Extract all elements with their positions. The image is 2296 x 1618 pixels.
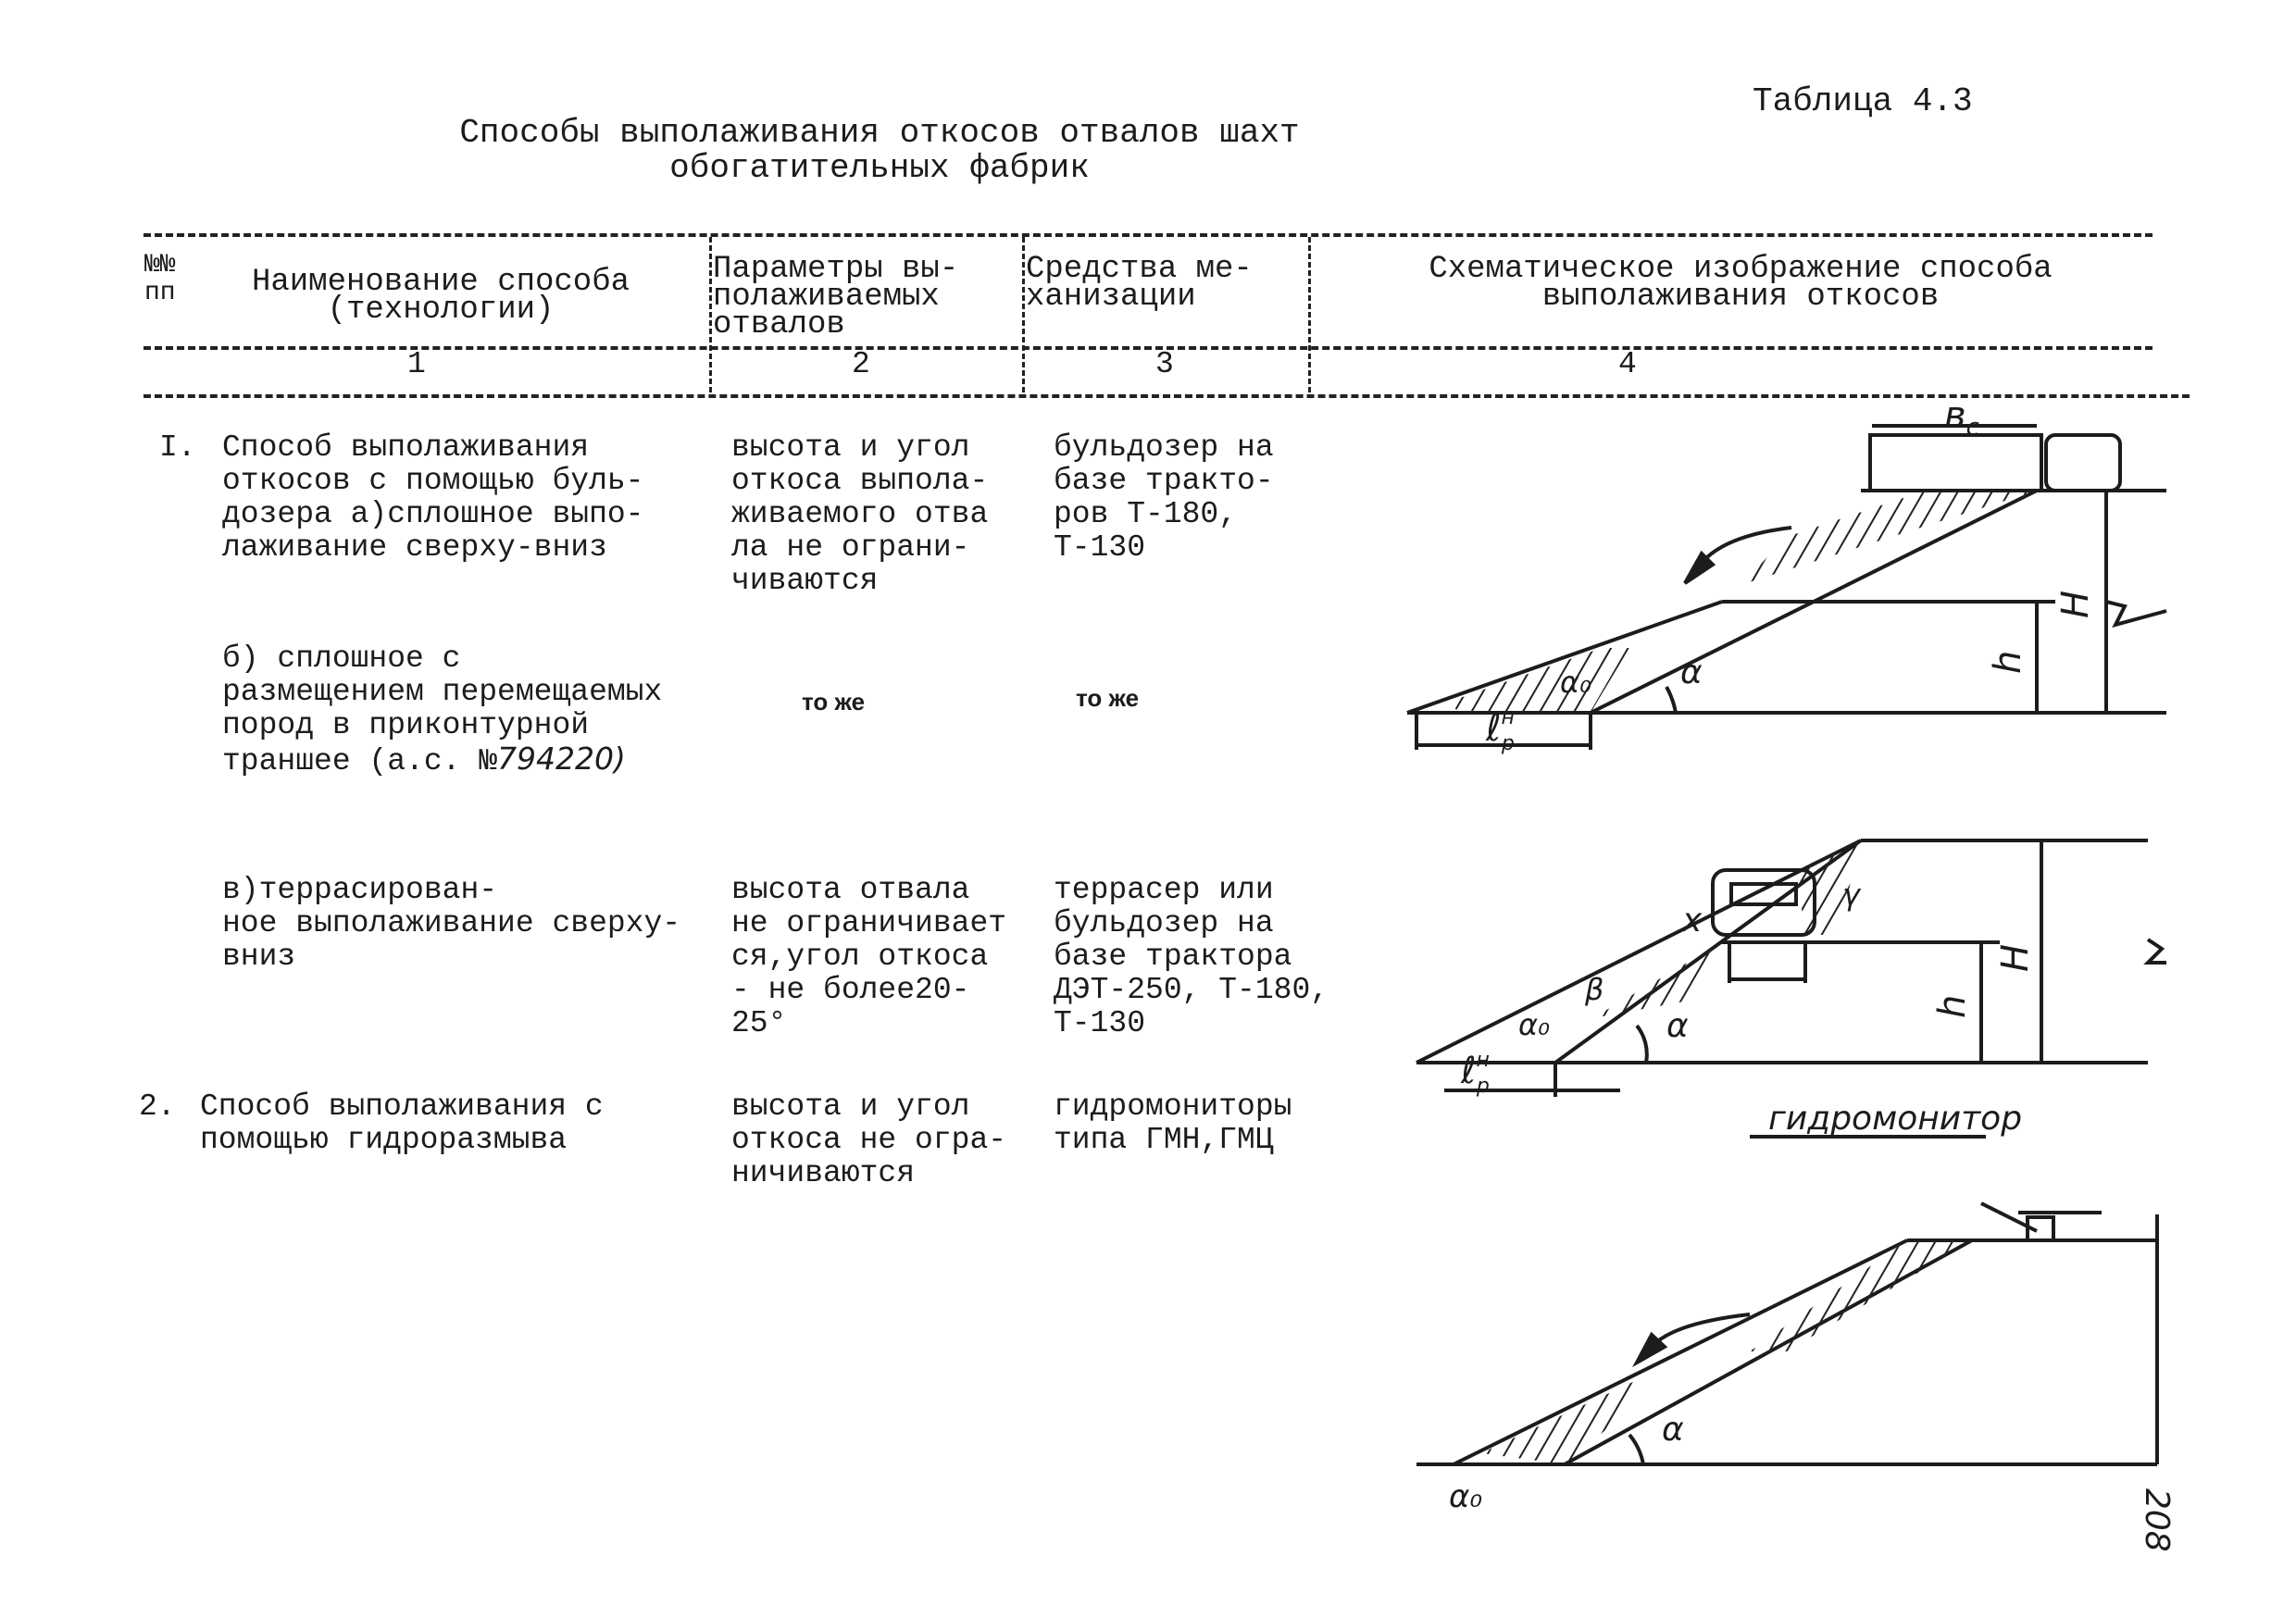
bulldozer-blade: [1870, 435, 2041, 491]
row1b-name-text: б) сплошное с размещением перемещаемых пород в приконтурной траншее (а.с. №: [222, 641, 663, 778]
break-symbol: [2106, 602, 2166, 625]
col-number-3: 3: [1155, 347, 1174, 381]
row1-name: Способ выполаживания откосов с помощью буль- дозера а)сплошное выпо- лаживание сверху-вниз: [222, 430, 644, 565]
row1b-patent-number: 794220): [497, 741, 626, 777]
col-number-2: 2: [852, 347, 870, 381]
row2-mech: гидромониторы типа ГМН,ГМЦ: [1054, 1089, 1292, 1157]
d2-h-label: h: [1931, 994, 1974, 1018]
row1-number: I.: [159, 430, 196, 465]
fill-zone-hatch: [1444, 648, 1629, 713]
d2-alpha-label: α: [1666, 1007, 1689, 1045]
d2-alpha0-label: α₀: [1518, 1007, 1550, 1042]
row2-params: высота и угол откоса не огра- ничиваются: [731, 1089, 1007, 1190]
col-header-name: Наименование способа (технологии): [251, 265, 630, 328]
d2-lp-label: ℓ$^н$ р: [1461, 1049, 1490, 1098]
row1-params: высота и угол откоса выпола- живаемого отва ла не ограни- чиваются: [731, 430, 989, 598]
d1-h-label: h: [1987, 650, 2029, 674]
col-header-params: Параметры вы- полаживаемых отвалов: [713, 252, 959, 342]
d2-beta-label: β: [1585, 972, 1604, 1007]
row1c-params: высота отвала не ограничивает ся,угол откоса - не более20- 25°: [731, 873, 1007, 1040]
d1-lp-label: ℓ$^н$ р: [1486, 706, 1515, 755]
d1-bc-label: $в_с$: [1944, 394, 1979, 442]
col-number-4: 4: [1618, 347, 1637, 381]
movement-arrowhead: [1685, 554, 1713, 583]
col-header-schema: Схематическое изображение способа выполаживания откосов: [1429, 252, 2053, 315]
break-symbol: [2148, 940, 2166, 963]
row2-name: Способ выполаживания с помощью гидроразмыва: [200, 1089, 604, 1157]
col-header-num: №№ пп: [144, 251, 176, 307]
fill-zone-hatch: [1481, 1379, 1639, 1464]
row1-mech: бульдозер на базе тракто- ров Т-180, Т-130: [1054, 430, 1274, 565]
cut-zone-hatch: [1750, 1240, 1972, 1351]
table-label: Таблица 4.3: [1753, 82, 1973, 120]
diagram-3: [1416, 1137, 2157, 1464]
row1b-params: то же: [802, 688, 866, 716]
d1-alpha-label: α: [1680, 653, 1703, 691]
col-header-mech: Средства ме- ханизации: [1026, 252, 1253, 315]
table-title-line1: Способы выполаживания откосов отвалов шахт: [459, 114, 1300, 152]
col-number-1: 1: [407, 347, 426, 381]
diagram-1: [1407, 426, 2166, 750]
fill-zone-hatch: [1592, 942, 1722, 1018]
d2-x-label: x: [1682, 902, 1703, 940]
page-number: 208: [2138, 1488, 2176, 1552]
d2-H-label: H: [1994, 943, 2037, 972]
row1c-name: в)террасирован- ное выполаживание сверху- вниз: [222, 873, 681, 974]
cut-zone-hatch: [1741, 491, 2037, 585]
angle-arc-alpha: [1666, 687, 1676, 713]
diagram-2: [1416, 840, 2166, 1097]
d2-gamma-label: γ: [1842, 877, 1860, 913]
d3-alpha-label: α: [1662, 1411, 1684, 1449]
d3-monitor-label: гидромонитор: [1768, 1100, 2023, 1138]
d1-alpha0-label: α₀: [1560, 665, 1591, 700]
d3-alpha0-label: α₀: [1449, 1478, 1483, 1515]
d1-H-label: H: [2054, 590, 2097, 618]
angle-arc-alpha: [1637, 1026, 1647, 1063]
row1b-mech: то же: [1076, 684, 1140, 712]
bulldozer-body: [2046, 435, 2120, 491]
table-title-line2: обогатительных фабрик: [669, 149, 1090, 187]
row2-number: 2.: [139, 1089, 176, 1124]
angle-arc-alpha: [1629, 1435, 1643, 1464]
row1c-mech: террасер или бульдозер на базе трактора ДЭТ-250, Т-180, Т-130: [1054, 873, 1329, 1040]
